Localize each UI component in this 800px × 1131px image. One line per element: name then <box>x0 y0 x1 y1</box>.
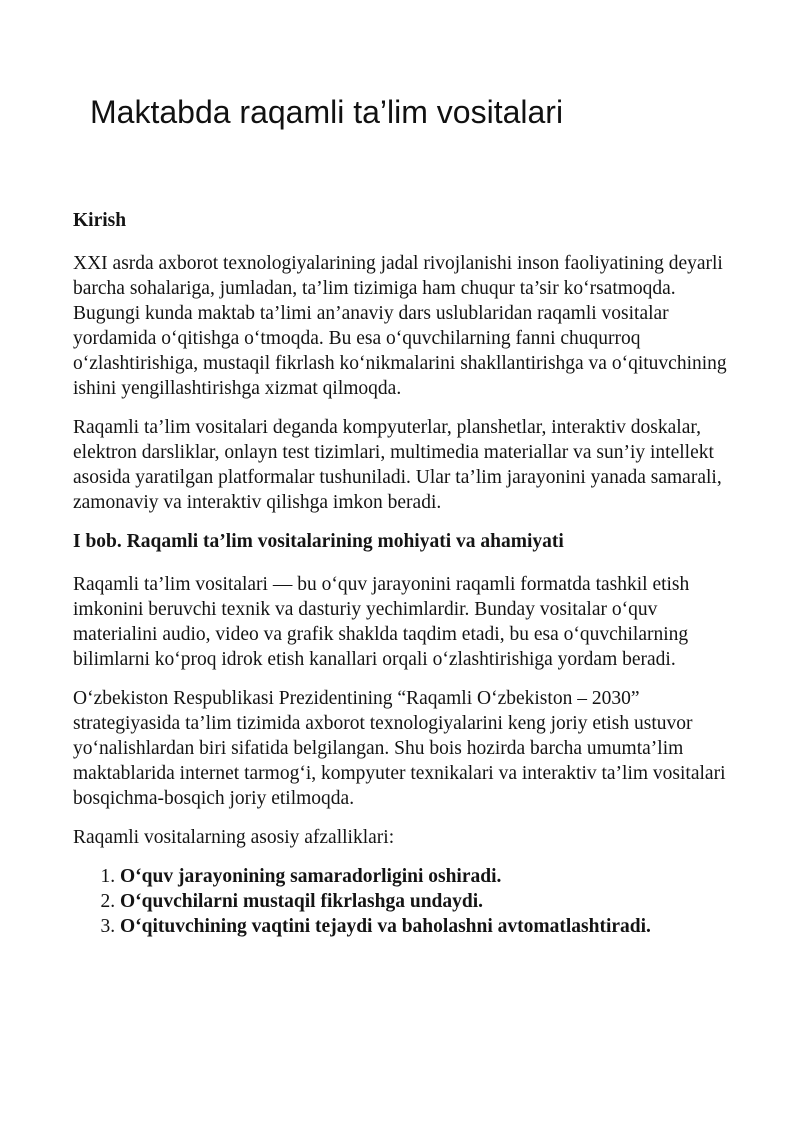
paragraph: Raqamli ta’lim vositalari — bu o‘quv jarayonini raqamli formatda tashkil etish imkonini beruvchi texnik va dasturiy yechimlardir. Bunday vositalar o‘quv materialini audio, video va grafik shaklda taqdim etadi, bu esa o‘quvchilarning bilimlarni ko‘proq idrok etish kanallari orqali o‘zlashtirishiga yordam beradi. <box>73 574 690 670</box>
list-item: 1. O‘quv jarayonining samaradorligini oshiradi. <box>120 864 735 889</box>
list-item: 2. O‘quvchilarni mustaqil fikrlashga undaydi. <box>120 889 735 914</box>
list-intro: Raqamli vositalarning asosiy afzalliklari: <box>73 827 395 848</box>
document-body <box>73 208 735 939</box>
section-heading-kirish: Kirish <box>73 210 127 231</box>
paragraph: XXI asrda axborot texnologiyalarining jadal rivojlanishi inson faoliyatining deyarli barcha sohalariga, jumladan, ta’lim tizimiga ham chuqur ta’sir ko‘rsatmoqda. Bugungi kunda maktab ta’limi an’anaviy dars uslublaridan raqamli vositalar yordamida o‘qitishga o‘tmoqda. Bu esa o‘quvchilarning fanni chuqurroq o‘zlashtirishiga, mustaqil fikrlash ko‘nikmalarini shakllantirishga va o‘qituvchining ishini yengillashtirishga xizmat qilmoqda. <box>73 253 727 399</box>
advantages-list <box>73 864 735 939</box>
paragraph: O‘zbekiston Respublikasi Prezidentining “Raqamli O‘zbekiston – 2030” strategiyasida ta’lim tizimida axborot texnologiyalarini keng joriy etish ustuvor yo‘nalishlardan biri sifatida belgilangan. Shu bois hozirda barcha umumta’lim maktablarida internet tarmog‘i, kompyuter texnikalari va interaktiv ta’lim vositalari bosqichma-bosqich joriy etilmoqda. <box>73 688 726 809</box>
paragraph: Raqamli ta’lim vositalari deganda kompyuterlar, planshetlar, interaktiv doskalar, elektron darsliklar, onlayn test tizimlari, multimedia materiallar va sun’iy intellekt asosida yaratilgan platformalar tushuniladi. Ular ta’lim jarayonini yanada samarali, zamonaviy va interaktiv qilishga imkon beradi. <box>73 417 722 513</box>
list-item: 3. O‘qituvchining vaqtini tejaydi va baholashni avtomatlashtiradi. <box>120 914 735 939</box>
document-title: Maktabda raqamli ta’lim vositalari <box>90 94 564 130</box>
section-heading-chapter-1: I bob. Raqamli ta’lim vositalarining mohiyati va ahamiyati <box>73 531 564 552</box>
